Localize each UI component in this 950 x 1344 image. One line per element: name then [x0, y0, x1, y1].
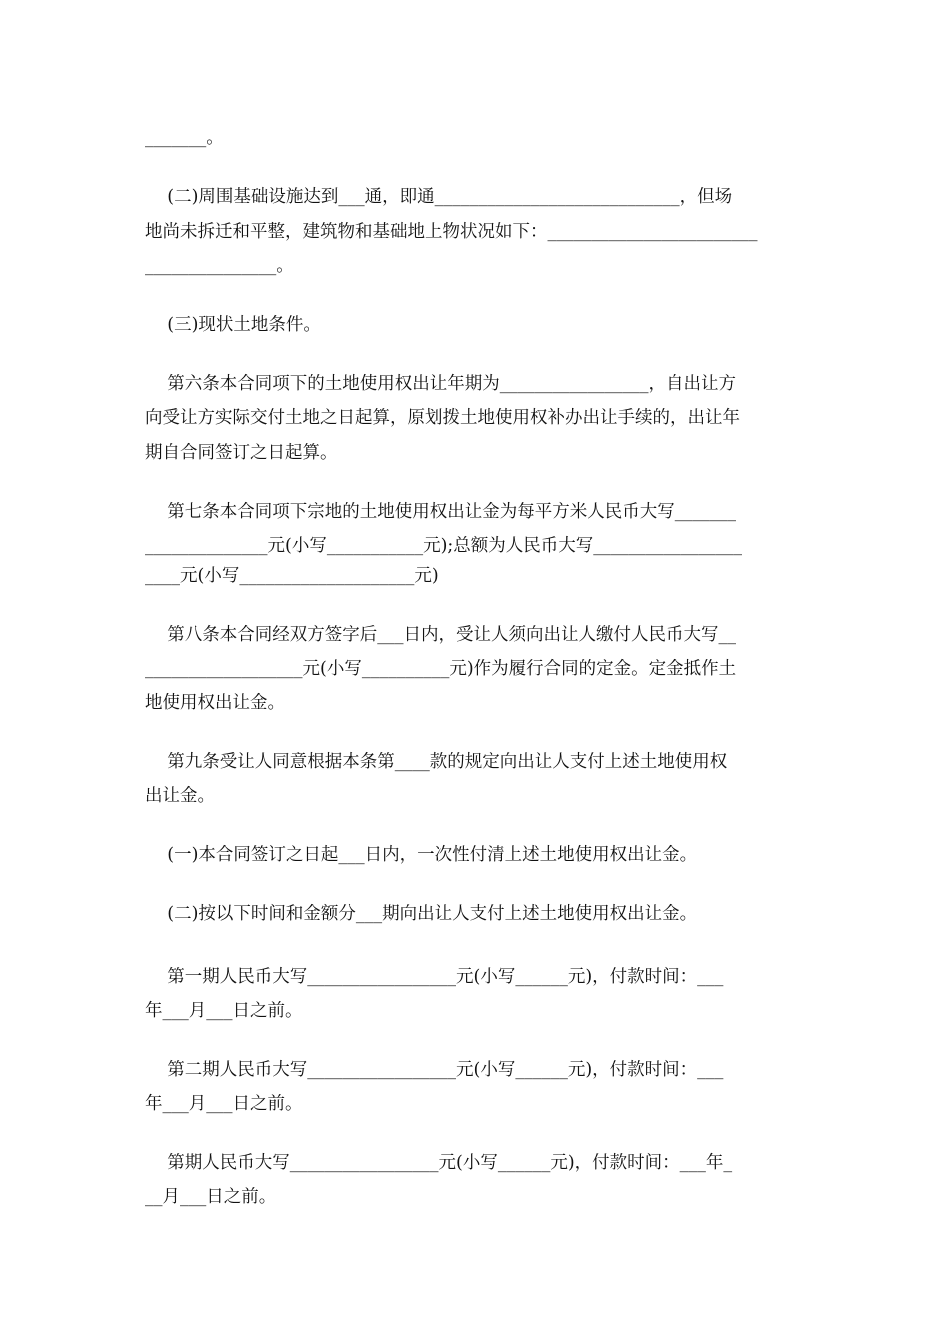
text-line: (二)周围基础设施达到___通，即通____________________________，但场 — [145, 187, 733, 207]
text-line: __月___日之前。 — [145, 1187, 277, 1207]
text-line: (三)现状土地条件。 — [145, 315, 321, 335]
text-line: 向受让方实际交付土地之日起算，原划拨土地使用权补办出让手续的，出让年 — [145, 408, 740, 428]
text-line: 第七条本合同项下宗地的土地使用权出让金为每平方米人民币大写_______ — [145, 502, 736, 522]
text-line: (二)按以下时间和金额分___期向出让人支付上述土地使用权出让金。 — [145, 904, 698, 924]
text-line: 年___月___日之前。 — [145, 1001, 303, 1021]
text-line: __________________元(小写__________元)作为履行合同的定金。定金抵作土 — [145, 659, 737, 679]
text-line: 第二期人民币大写_________________元(小写______元)，付款时间：___ — [145, 1060, 724, 1080]
text-line: ______________元(小写___________元);总额为人民币大写_________________ — [145, 536, 743, 556]
text-line: 第期人民币大写_________________元(小写______元)，付款时间：___年_ — [145, 1153, 733, 1173]
text-line: 第八条本合同经双方签字后___日内，受让人须向出让人缴付人民币大写__ — [145, 625, 736, 645]
text-line: 第六条本合同项下的土地使用权出让年期为_________________，自出让方 — [145, 374, 736, 394]
text-line: 第九条受让人同意根据本条第____款的规定向出让人支付上述土地使用权 — [145, 752, 728, 772]
text-line: 第一期人民币大写_________________元(小写______元)，付款时间：___ — [145, 967, 724, 987]
text-line: ____元(小写____________________元) — [145, 566, 439, 586]
text-line: 地使用权出让金。 — [145, 693, 285, 713]
text-line: 期自合同签订之日起算。 — [145, 443, 338, 463]
text-line: 地尚未拆迁和平整，建筑物和基础地上物状况如下：________________________ — [145, 222, 758, 242]
text-line: 出让金。 — [145, 786, 215, 806]
text-line: _______________。 — [145, 256, 294, 276]
text-line: 年___月___日之前。 — [145, 1094, 303, 1114]
text-line: _______。 — [145, 128, 224, 148]
text-line: (一)本合同签订之日起___日内，一次性付清上述土地使用权出让金。 — [145, 845, 698, 865]
